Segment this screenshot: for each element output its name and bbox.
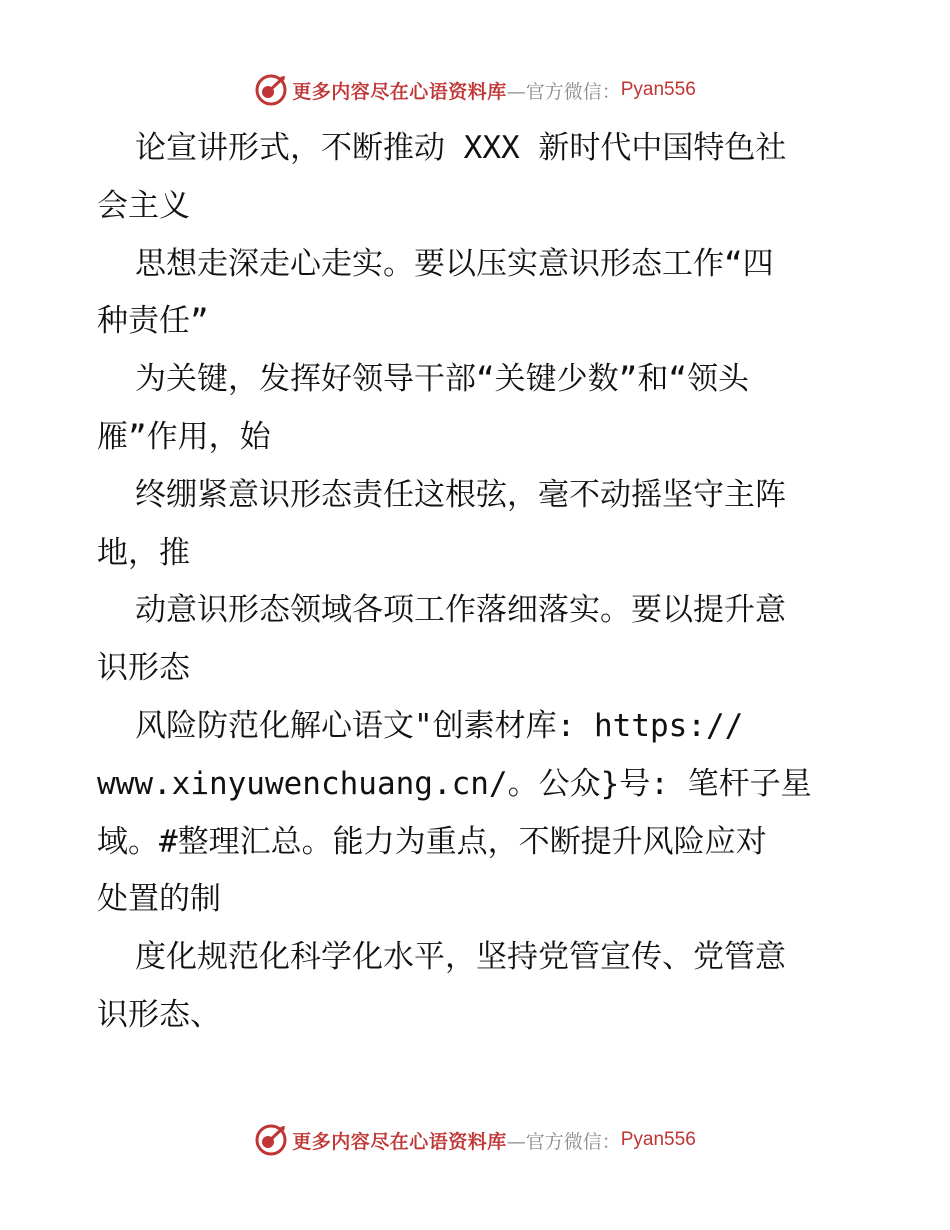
watermark-dash-text: —官方微信： bbox=[506, 1130, 621, 1153]
text-line: 识形态、 bbox=[97, 996, 221, 1033]
text-line: 雁”作用，始 bbox=[97, 418, 271, 455]
text-line: www.xinyuwenchuang.cn/。公众}号: 笔杆子星 bbox=[97, 765, 812, 802]
watermark-wechat-id: Pyan556 bbox=[620, 1129, 696, 1150]
watermark-site-text: 更多内容尽在心语资料库 bbox=[292, 80, 507, 103]
document-body bbox=[97, 120, 877, 1045]
text-line: 论宣讲形式，不断推动 XXX 新时代中国特色社 bbox=[135, 130, 787, 166]
text-line: 为关键，发挥好领导干部“关键少数”和“领头 bbox=[135, 361, 749, 398]
text-line: 思想走深走心走实。要以压实意识形态工作“四 bbox=[135, 245, 774, 282]
text-line: 地，推 bbox=[97, 534, 190, 571]
watermark-dash-text: —官方微信： bbox=[506, 80, 621, 103]
text-line: 域。#整理汇总。能力为重点，不断提升风险应对 bbox=[97, 823, 767, 860]
text-line: 动意识形态领域各项工作落细落实。要以提升意 bbox=[135, 592, 786, 629]
pen-logo-icon bbox=[254, 1123, 288, 1157]
watermark-wechat-id: Pyan556 bbox=[620, 79, 696, 100]
watermark-header bbox=[0, 70, 950, 110]
text-line: 识形态 bbox=[97, 650, 190, 687]
text-line: 处置的制 bbox=[97, 881, 221, 918]
text-line: 度化规范化科学化水平，坚持党管宣传、党管意 bbox=[135, 939, 786, 976]
watermark-footer bbox=[0, 1120, 950, 1160]
text-line: 风险防范化解心语文"创素材库: https:// bbox=[135, 707, 744, 744]
text-line: 会主义 bbox=[97, 187, 190, 224]
watermark-site-text: 更多内容尽在心语资料库 bbox=[292, 1130, 507, 1153]
pen-logo-icon bbox=[254, 73, 288, 107]
text-line: 终绷紧意识形态责任这根弦，毫不动摇坚守主阵 bbox=[135, 476, 786, 513]
text-line: 种责任” bbox=[97, 303, 209, 340]
